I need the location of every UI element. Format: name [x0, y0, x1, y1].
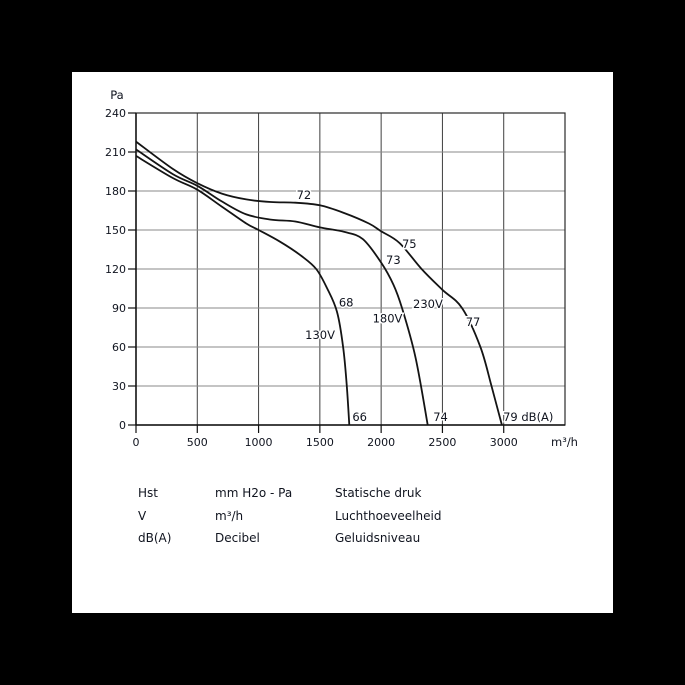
curve-annotation: 79 dB(A) — [503, 410, 554, 425]
legend-row-hst — [138, 486, 441, 500]
y-tick-label: 30 — [112, 380, 126, 393]
curve-annotation: 77 — [465, 315, 481, 330]
x-tick-label: 2500 — [428, 436, 457, 449]
curve-annotation: 74 — [433, 410, 448, 425]
legend-table — [138, 486, 441, 554]
legend-row-dba — [138, 531, 441, 545]
x-tick-label: 0 — [132, 436, 140, 449]
x-axis-unit-label: m³/h — [551, 435, 578, 449]
legend-symbol: Hst — [138, 486, 158, 500]
y-tick-label: 210 — [105, 146, 126, 159]
y-tick-label: 240 — [105, 107, 126, 120]
curve-annotation: 180V — [372, 311, 403, 326]
legend-description: Geluidsniveau — [335, 531, 421, 545]
legend-row-v — [138, 509, 441, 523]
curve-230v — [136, 142, 502, 425]
y-tick-label: 0 — [119, 419, 126, 432]
x-tick-label: 500 — [186, 436, 208, 449]
legend-description: Statische druk — [335, 486, 422, 500]
curve-annotation: 75 — [401, 237, 417, 252]
legend-symbol: V — [138, 508, 147, 523]
curve-annotation: 68 — [338, 295, 354, 310]
curve-annotation: 230V — [413, 297, 443, 311]
y-tick-label: 90 — [112, 302, 126, 315]
x-tick-label: 3000 — [489, 436, 518, 449]
x-tick-label: 1500 — [305, 436, 334, 449]
curve-130v — [136, 156, 349, 425]
legend-unit: mm H2o - Pa — [215, 486, 293, 500]
legend-symbol: dB(A) — [138, 531, 172, 545]
curve-annotation: 72 — [296, 187, 312, 202]
curve-annotation: 130V — [305, 328, 335, 343]
y-tick-label: 180 — [105, 185, 126, 198]
y-tick-label: 150 — [105, 224, 126, 237]
y-tick-label: 120 — [105, 263, 126, 276]
legend-unit: Decibel — [215, 531, 260, 545]
legend-description: Luchthoeveelheid — [335, 508, 442, 523]
curve-annotation: 66 — [352, 410, 367, 425]
y-axis-unit-label: Pa — [110, 88, 124, 102]
x-tick-label: 1000 — [244, 436, 273, 449]
y-tick-label: 60 — [112, 341, 126, 354]
curve-annotation: 73 — [386, 252, 401, 267]
x-tick-label: 2000 — [367, 436, 396, 449]
legend-unit: m³/h — [215, 508, 244, 523]
